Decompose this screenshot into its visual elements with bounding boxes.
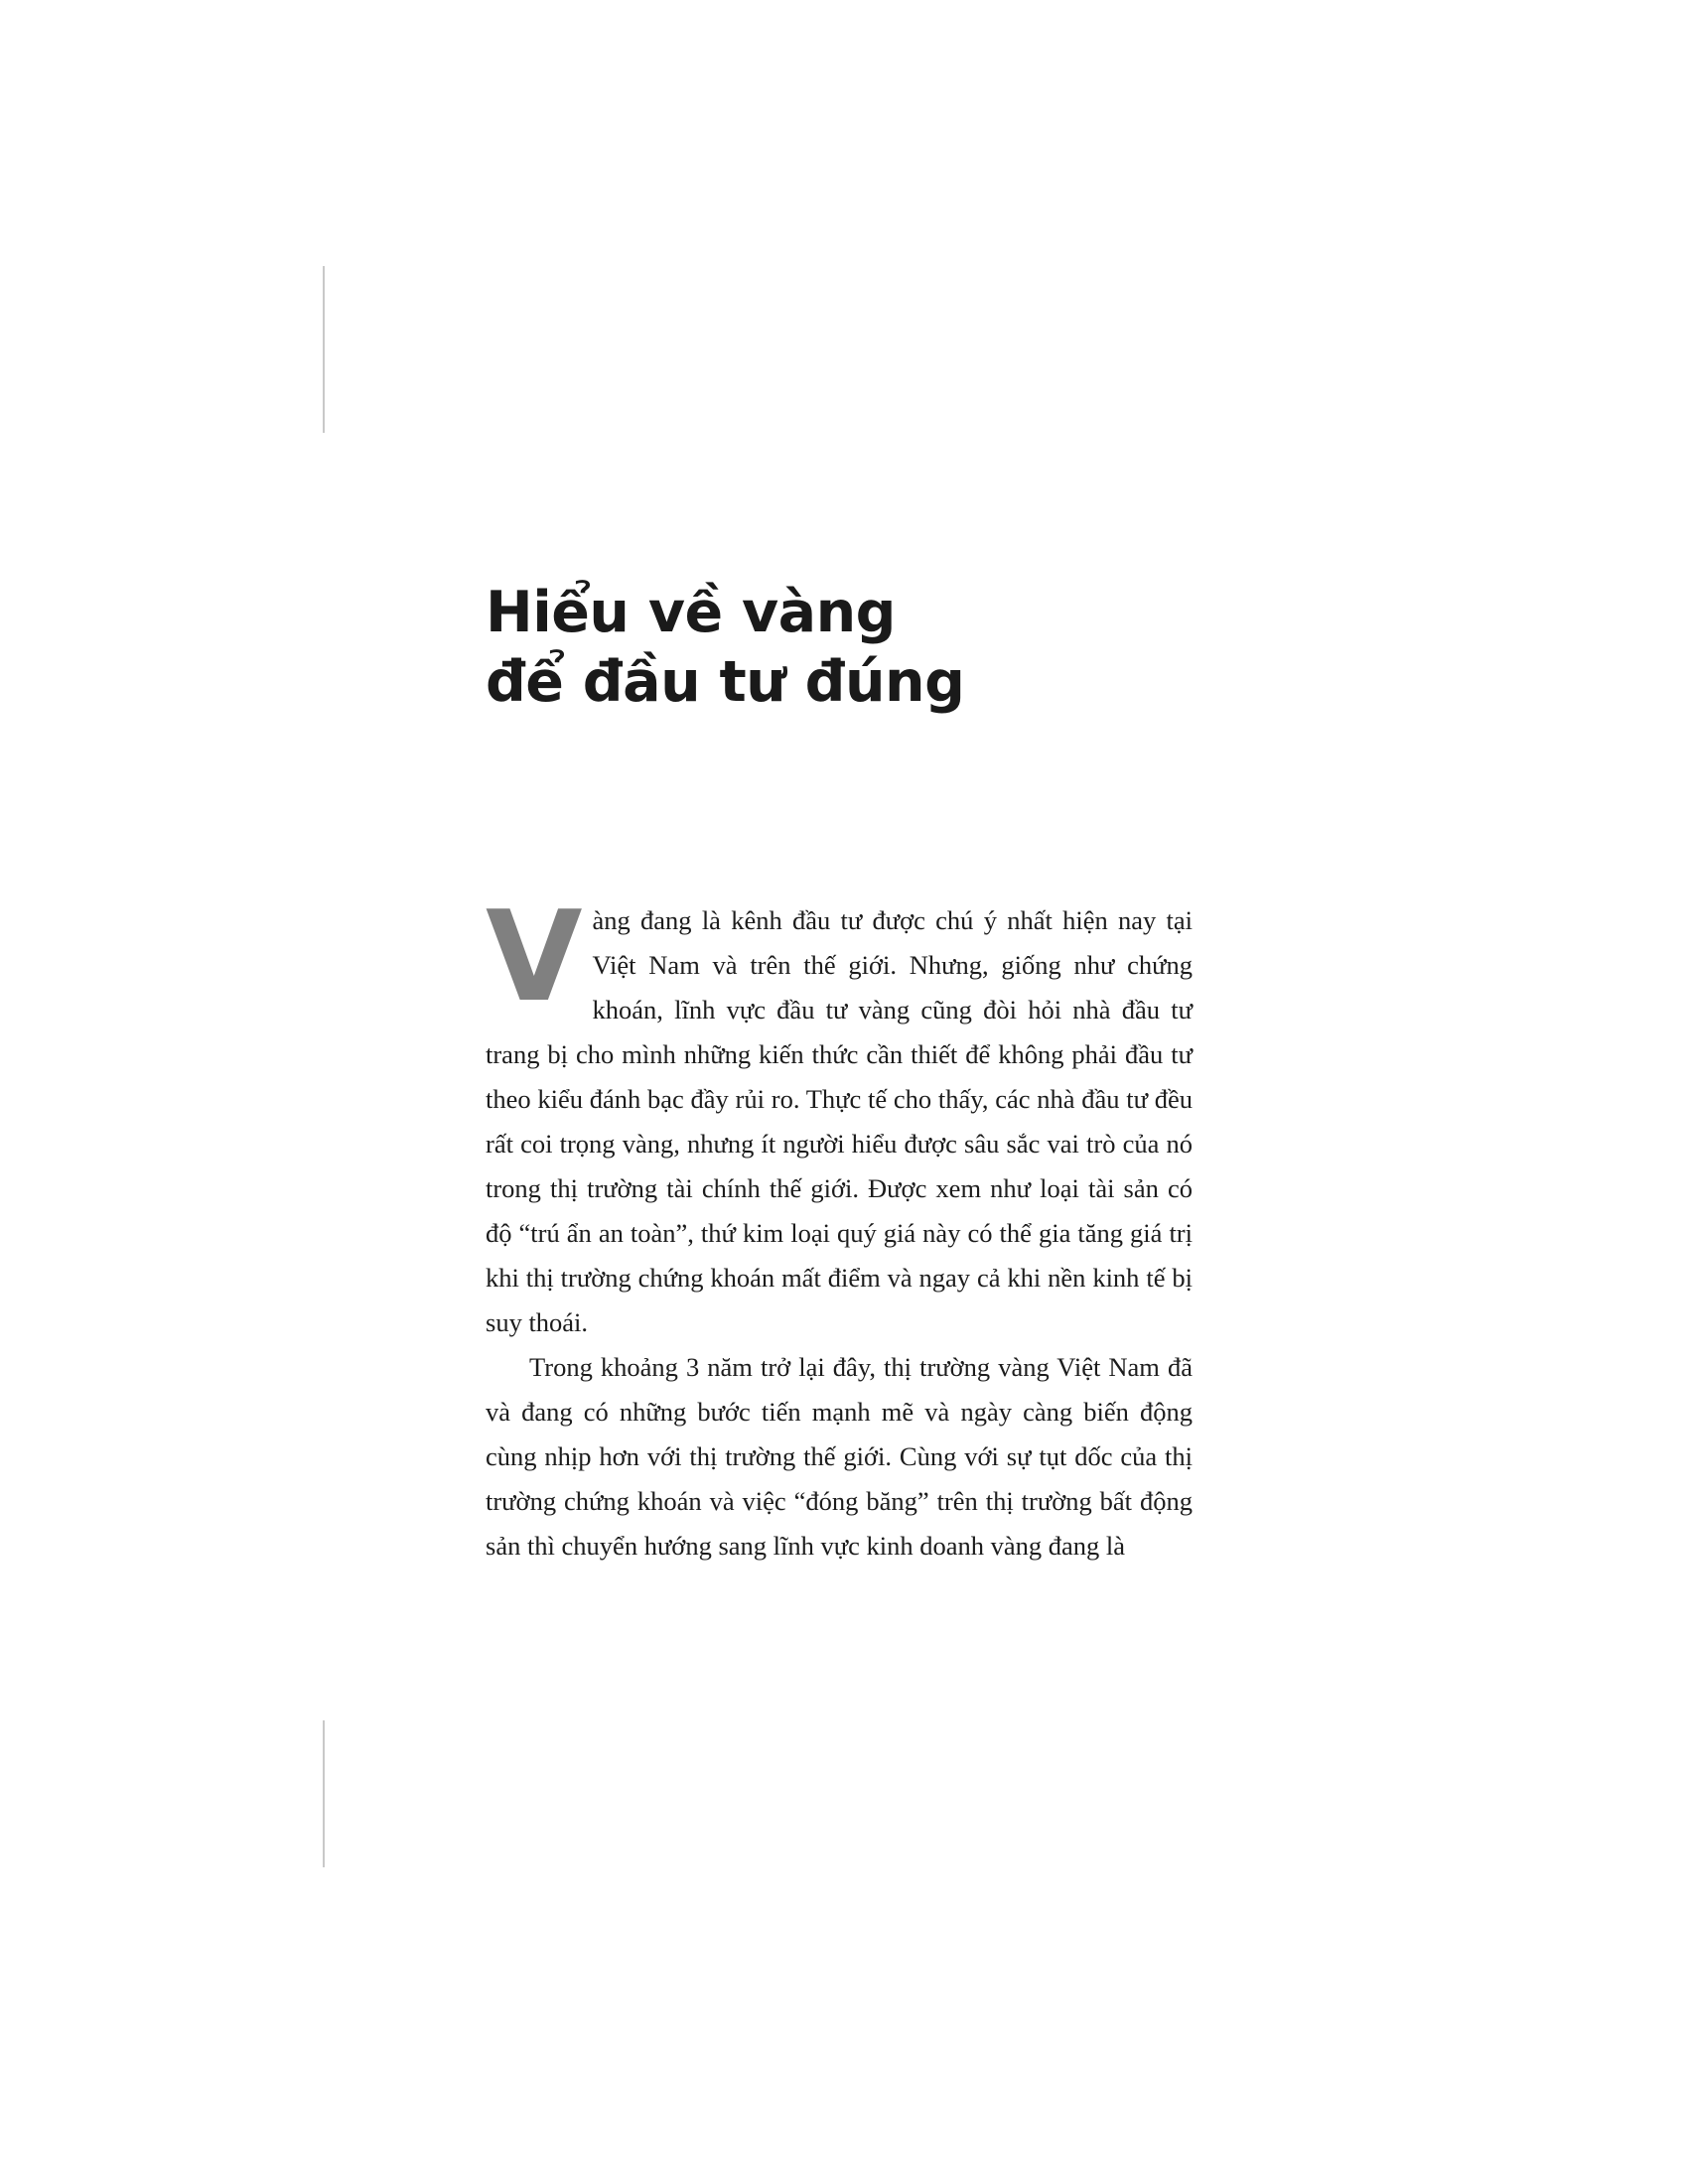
- chapter-title: [486, 579, 1320, 717]
- chapter-title-line-2: để đầu tư đúng: [486, 648, 965, 715]
- paragraph-1-text: àng đang là kênh đầu tư được chú ý nhất hiện nay tại Việt Nam và trên thế giới. Nhưng, giống như chứng khoán, lĩnh vực đầu tư vàng cũng đòi hỏi nhà đầu tư trang bị cho mình những kiến thức cần thiết để không phải đầu tư theo kiểu đánh bạc đầy rủi ro. Thực tế cho thấy, các nhà đầu tư đều rất coi trọng vàng, nhưng ít người hiểu được sâu sắc vai trò của nó trong thị trường tài chính thế giới. Được xem như loại tài sản có độ “trú ẩn an toàn”, thứ kim loại quý giá này có thể gia tăng giá trị khi thị trường chứng khoán mất điểm và ngay cả khi nền kinh tế bị suy thoái.: [486, 905, 1193, 1337]
- margin-rule-top: [323, 266, 325, 433]
- paragraph-1: [486, 884, 1193, 1345]
- chapter-title-line-1: Hiểu về vàng: [486, 580, 896, 646]
- margin-rule-bottom: [323, 1720, 325, 1867]
- paragraph-2: Trong khoảng 3 năm trở lại đây, thị trường vàng Việt Nam đã và đang có những bước tiến mạnh mẽ và ngày càng biến động cùng nhịp hơn với thị trường thế giới. Cùng với sự tụt dốc của thị trường chứng khoán và việc “đóng băng” trên thị trường bất động sản thì chuyển hướng sang lĩnh vực kinh doanh vàng đang là: [486, 1352, 1193, 1561]
- drop-cap: V: [486, 884, 583, 1029]
- body-text-column: [486, 884, 1193, 1569]
